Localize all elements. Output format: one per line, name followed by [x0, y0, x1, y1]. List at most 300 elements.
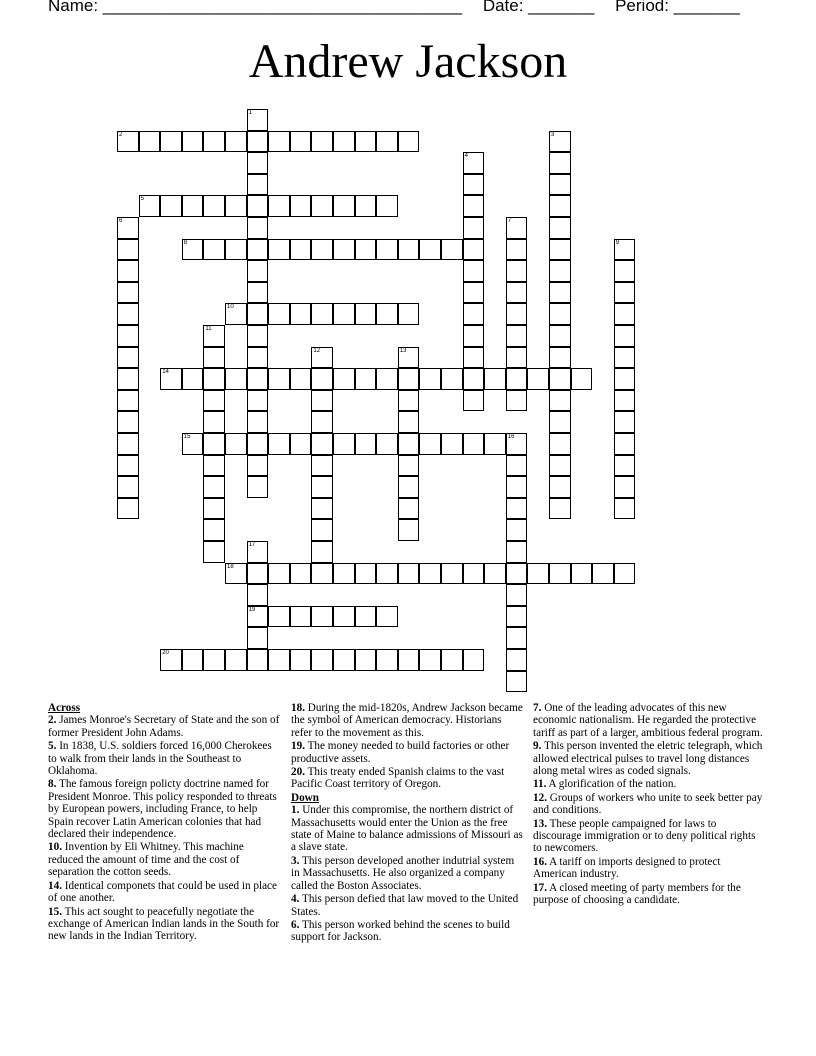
grid-cell[interactable] [398, 239, 420, 261]
grid-cell[interactable] [311, 303, 333, 325]
grid-cell[interactable] [571, 563, 593, 585]
clue-number: 10 [227, 304, 234, 311]
clue-number-label: 12. [533, 791, 547, 804]
grid-cell[interactable] [117, 368, 139, 390]
grid-cell[interactable] [290, 239, 312, 261]
grid-cell[interactable] [268, 239, 290, 261]
grid-cell[interactable] [333, 239, 355, 261]
grid-cell[interactable] [614, 260, 636, 282]
grid-cell[interactable] [398, 519, 420, 541]
grid-cell[interactable] [333, 606, 355, 628]
grid-cell[interactable] [419, 433, 441, 455]
grid-cell[interactable] [398, 433, 420, 455]
clue-number: 5 [140, 196, 144, 203]
grid-cell[interactable] [290, 303, 312, 325]
grid-cell[interactable] [549, 433, 571, 455]
grid-cell[interactable] [203, 541, 225, 563]
grid-cell[interactable] [268, 606, 290, 628]
clue-number: 6 [119, 218, 123, 224]
grid-cell[interactable] [376, 239, 398, 261]
grid-cell[interactable] [506, 476, 528, 498]
grid-cell[interactable] [117, 411, 139, 433]
grid-cell[interactable] [506, 455, 528, 477]
grid-cell[interactable] [376, 368, 398, 390]
grid-cell[interactable] [225, 649, 247, 671]
grid-cell[interactable] [139, 195, 161, 217]
grid-cell[interactable] [549, 325, 571, 347]
grid-cell[interactable] [549, 131, 571, 153]
grid-cell[interactable] [247, 260, 269, 282]
grid-cell[interactable] [117, 390, 139, 412]
grid-cell[interactable] [463, 368, 485, 390]
grid-cell[interactable] [549, 390, 571, 412]
clue-number: 18 [227, 563, 234, 570]
grid-cell[interactable] [463, 152, 485, 174]
grid-cell[interactable] [506, 303, 528, 325]
grid-cell[interactable] [117, 131, 139, 153]
grid-cell[interactable] [614, 282, 636, 304]
grid-cell[interactable] [441, 368, 463, 390]
grid-cell[interactable] [506, 260, 528, 282]
grid-cell[interactable] [117, 498, 139, 520]
grid-cell[interactable] [333, 195, 355, 217]
grid-cell[interactable] [247, 455, 269, 477]
grid-cell[interactable] [549, 347, 571, 369]
grid-cell[interactable] [506, 347, 528, 369]
clue-number-label: 11. [533, 778, 547, 791]
clue-number: 1 [248, 110, 252, 116]
grid-cell[interactable] [247, 368, 269, 390]
grid-cell[interactable] [549, 195, 571, 217]
grid-cell[interactable] [506, 627, 528, 649]
grid-cell[interactable] [398, 498, 420, 520]
grid-cell[interactable] [117, 347, 139, 369]
grid-cell[interactable] [311, 498, 333, 520]
down-heading: Down [291, 791, 319, 804]
grid-cell[interactable] [549, 563, 571, 585]
clue-number-label: 2. [48, 714, 57, 727]
grid-cell[interactable] [117, 325, 139, 347]
grid-cell[interactable] [225, 239, 247, 261]
grid-cell[interactable] [355, 239, 377, 261]
grid-cell[interactable] [398, 563, 420, 585]
grid-cell[interactable] [268, 303, 290, 325]
grid-cell[interactable] [506, 239, 528, 261]
grid-cell[interactable] [463, 217, 485, 239]
grid-cell[interactable] [484, 433, 506, 455]
across-clue [48, 880, 282, 905]
grid-cell[interactable] [225, 433, 247, 455]
grid-cell[interactable] [311, 606, 333, 628]
clue-text: A glorification of the nation. [546, 778, 677, 791]
grid-cell[interactable] [355, 368, 377, 390]
grid-cell[interactable] [290, 606, 312, 628]
grid-cell[interactable] [247, 325, 269, 347]
clue-number-label: 5. [48, 740, 57, 753]
grid-cell[interactable] [311, 368, 333, 390]
grid-cell[interactable] [311, 649, 333, 671]
grid-cell[interactable] [463, 649, 485, 671]
grid-cell[interactable] [419, 649, 441, 671]
grid-cell[interactable] [247, 217, 269, 239]
grid-cell[interactable] [247, 174, 269, 196]
grid-cell[interactable] [203, 476, 225, 498]
grid-cell[interactable] [441, 239, 463, 261]
grid-cell[interactable] [203, 347, 225, 369]
grid-cell[interactable] [549, 476, 571, 498]
grid-cell[interactable] [247, 239, 269, 261]
grid-cell[interactable] [290, 433, 312, 455]
grid-cell[interactable] [549, 217, 571, 239]
grid-cell[interactable] [463, 325, 485, 347]
grid-cell[interactable] [419, 239, 441, 261]
clue-number: 8 [183, 239, 188, 246]
clue-number: 15 [183, 434, 191, 440]
grid-cell[interactable] [203, 433, 225, 455]
grid-cell[interactable] [203, 390, 225, 412]
grid-cell[interactable] [203, 498, 225, 520]
grid-cell[interactable] [506, 541, 528, 563]
grid-cell[interactable] [311, 519, 333, 541]
grid-cell[interactable] [549, 411, 571, 433]
grid-cell[interactable] [549, 152, 571, 174]
grid-cell[interactable] [117, 303, 139, 325]
grid-cell[interactable] [506, 325, 528, 347]
grid-cell[interactable] [506, 282, 528, 304]
grid-cell[interactable] [247, 109, 269, 131]
grid-cell[interactable] [398, 368, 420, 390]
grid-cell[interactable] [549, 174, 571, 196]
grid-cell[interactable] [355, 563, 377, 585]
grid-cell[interactable] [506, 390, 528, 412]
grid-cell[interactable] [376, 649, 398, 671]
grid-cell[interactable] [247, 131, 269, 153]
grid-cell[interactable] [268, 131, 290, 153]
grid-cell[interactable] [182, 649, 204, 671]
grid-cell[interactable] [614, 368, 636, 390]
grid-cell[interactable] [614, 476, 636, 498]
grid-cell[interactable] [333, 303, 355, 325]
down-clue-list-cont [533, 702, 765, 907]
grid-cell[interactable] [398, 131, 420, 153]
date-field[interactable]: Date: _______ [482, 0, 595, 15]
grid-cell[interactable] [290, 131, 312, 153]
clue-number: 12 [313, 347, 321, 354]
clue-text: This person invented the eletric telegraph, which allowed electrical pulses to travel long distances along metal wires as coded signals. [533, 740, 763, 778]
clue-number: 4 [464, 153, 468, 160]
grid-cell[interactable] [225, 131, 247, 153]
grid-cell[interactable] [225, 563, 247, 585]
clue-number-label: 3. [291, 854, 300, 867]
clue-number: 11 [205, 326, 212, 332]
grid-cell[interactable] [506, 671, 528, 693]
grid-cell[interactable] [463, 347, 485, 369]
grid-cell[interactable] [463, 303, 485, 325]
grid-cell[interactable] [506, 584, 528, 606]
grid-cell[interactable] [247, 303, 269, 325]
grid-cell[interactable] [247, 584, 269, 606]
grid-cell[interactable] [311, 563, 333, 585]
grid-cell[interactable] [441, 649, 463, 671]
grid-cell[interactable] [571, 368, 593, 390]
grid-cell[interactable] [614, 433, 636, 455]
grid-cell[interactable] [225, 195, 247, 217]
grid-cell[interactable] [247, 541, 269, 563]
grid-cell[interactable] [398, 476, 420, 498]
grid-cell[interactable] [203, 368, 225, 390]
across-clue [48, 841, 282, 878]
grid-cell[interactable] [549, 455, 571, 477]
grid-cell[interactable] [506, 649, 528, 671]
grid-cell[interactable] [182, 368, 204, 390]
across-clue [291, 702, 523, 739]
grid-cell[interactable] [182, 239, 204, 261]
clue-text: The famous foreign policty doctrine named for President Monroe. This policy responded to threats by European powers, including France, to help Spain recover Latin American colonies that had declared their independence. [48, 778, 277, 841]
grid-cell[interactable] [182, 433, 204, 455]
grid-cell[interactable] [247, 433, 269, 455]
grid-cell[interactable] [203, 455, 225, 477]
grid-cell[interactable] [355, 195, 377, 217]
across-clue-list-cont [291, 702, 523, 791]
across-heading: Across [48, 702, 81, 714]
grid-cell[interactable] [398, 390, 420, 412]
grid-cell[interactable] [182, 131, 204, 153]
grid-cell[interactable] [398, 303, 420, 325]
clue-number-label: 8. [48, 778, 57, 791]
grid-cell[interactable] [419, 563, 441, 585]
grid-cell[interactable] [527, 563, 549, 585]
grid-cell[interactable] [398, 411, 420, 433]
grid-cell[interactable] [203, 649, 225, 671]
grid-cell[interactable] [311, 347, 333, 369]
grid-cell[interactable] [463, 390, 485, 412]
grid-cell[interactable] [463, 563, 485, 585]
grid-cell[interactable] [614, 411, 636, 433]
grid-cell[interactable] [463, 282, 485, 304]
clue-text: This act sought to peacefully negotiate the exchange of American Indian lands in the South for new lands in the Indian Territory. [48, 905, 280, 943]
grid-cell[interactable] [506, 368, 528, 390]
grid-cell[interactable] [549, 303, 571, 325]
grid-cell[interactable] [203, 239, 225, 261]
grid-cell[interactable] [614, 390, 636, 412]
grid-cell[interactable] [117, 455, 139, 477]
grid-cell[interactable] [117, 476, 139, 498]
period-field[interactable]: Period: _______ [615, 0, 740, 15]
clue-text: One of the leading advocates of this new economic nationalism. He regarded the protective tariff as part of a larger, ambitious federal program. [533, 702, 763, 739]
grid-cell[interactable] [355, 131, 377, 153]
down-clue [533, 740, 765, 777]
grid-cell[interactable] [506, 217, 528, 239]
grid-cell[interactable] [311, 411, 333, 433]
grid-cell[interactable] [247, 563, 269, 585]
grid-cell[interactable] [247, 152, 269, 174]
grid-cell[interactable] [376, 131, 398, 153]
clues-column-3 [533, 702, 765, 908]
grid-cell[interactable] [311, 195, 333, 217]
grid-cell[interactable] [355, 303, 377, 325]
grid-cell[interactable] [484, 368, 506, 390]
grid-cell[interactable] [398, 455, 420, 477]
grid-cell[interactable] [247, 195, 269, 217]
grid-cell[interactable] [268, 433, 290, 455]
clue-number: 16 [507, 434, 515, 440]
grid-cell[interactable] [614, 455, 636, 477]
grid-cell[interactable] [247, 649, 269, 671]
clue-number: 13 [399, 347, 407, 354]
grid-cell[interactable] [311, 239, 333, 261]
grid-cell[interactable] [290, 195, 312, 217]
grid-cell[interactable] [117, 433, 139, 455]
grid-cell[interactable] [247, 411, 269, 433]
grid-cell[interactable] [506, 519, 528, 541]
grid-cell[interactable] [117, 282, 139, 304]
clue-text: These people campaigned for laws to discourage immigration or to deny political rights to newcomers. [533, 817, 756, 855]
clue-number-label: 4. [291, 893, 300, 906]
clue-text: Under this compromise, the northern district of Massachusetts would enter the Union as the free state of Maine to balance admissions of Missouri as a slave state. [291, 804, 523, 854]
grid-cell[interactable] [117, 217, 139, 239]
grid-cell[interactable] [441, 433, 463, 455]
down-clue [533, 882, 765, 907]
clue-number-label: 6. [291, 918, 300, 931]
grid-cell[interactable] [398, 347, 420, 369]
grid-cell[interactable] [268, 368, 290, 390]
grid-cell[interactable] [225, 368, 247, 390]
grid-cell[interactable] [225, 303, 247, 325]
grid-cell[interactable] [614, 563, 636, 585]
grid-cell[interactable] [268, 195, 290, 217]
grid-cell[interactable] [203, 519, 225, 541]
grid-cell[interactable] [117, 260, 139, 282]
grid-cell[interactable] [355, 433, 377, 455]
grid-cell[interactable] [614, 325, 636, 347]
grid-cell[interactable] [311, 476, 333, 498]
grid-cell[interactable] [506, 563, 528, 585]
grid-cell[interactable] [311, 390, 333, 412]
grid-cell[interactable] [614, 347, 636, 369]
clue-number-label: 7. [533, 702, 542, 714]
down-clue [533, 792, 765, 817]
grid-cell[interactable] [376, 606, 398, 628]
grid-cell[interactable] [247, 390, 269, 412]
clue-text: Identical componets that could be used in place of one another. [48, 879, 277, 905]
grid-cell[interactable] [549, 368, 571, 390]
down-clue-list [291, 804, 523, 943]
grid-cell[interactable] [311, 433, 333, 455]
clue-text: A tariff on imports designed to protect American industry. [533, 855, 721, 881]
grid-cell[interactable] [592, 563, 614, 585]
grid-cell[interactable] [182, 195, 204, 217]
grid-cell[interactable] [203, 195, 225, 217]
grid-cell[interactable] [463, 433, 485, 455]
grid-cell[interactable] [506, 433, 528, 455]
grid-cell[interactable] [549, 282, 571, 304]
grid-cell[interactable] [333, 649, 355, 671]
grid-cell[interactable] [419, 368, 441, 390]
grid-cell[interactable] [160, 131, 182, 153]
grid-cell[interactable] [203, 411, 225, 433]
grid-cell[interactable] [463, 260, 485, 282]
grid-cell[interactable] [549, 498, 571, 520]
grid-cell[interactable] [463, 174, 485, 196]
grid-cell[interactable] [160, 368, 182, 390]
grid-cell[interactable] [268, 649, 290, 671]
grid-cell[interactable] [139, 131, 161, 153]
grid-cell[interactable] [463, 239, 485, 261]
grid-cell[interactable] [376, 195, 398, 217]
down-clue [291, 855, 523, 892]
grid-cell[interactable] [117, 239, 139, 261]
grid-cell[interactable] [203, 325, 225, 347]
clue-number-label: 20. [291, 766, 305, 779]
grid-cell[interactable] [506, 498, 528, 520]
clue-text: During the mid-1820s, Andrew Jackson became the symbol of American democracy. Historians refer to the movement as this. [291, 702, 523, 739]
grid-cell[interactable] [376, 303, 398, 325]
grid-cell[interactable] [247, 606, 269, 628]
grid-cell[interactable] [549, 260, 571, 282]
grid-cell[interactable] [463, 195, 485, 217]
grid-cell[interactable] [333, 368, 355, 390]
grid-cell[interactable] [268, 563, 290, 585]
across-clue [48, 906, 282, 943]
grid-cell[interactable] [614, 303, 636, 325]
grid-cell[interactable] [441, 563, 463, 585]
grid-cell[interactable] [484, 563, 506, 585]
grid-cell[interactable] [203, 131, 225, 153]
clue-number: 3 [551, 131, 555, 138]
grid-cell[interactable] [311, 131, 333, 153]
clue-number-label: 18. [291, 702, 305, 714]
clue-text: This person worked behind the scenes to build support for Jackson. [291, 918, 510, 944]
grid-cell[interactable] [614, 498, 636, 520]
grid-cell[interactable] [311, 455, 333, 477]
grid-cell[interactable] [506, 606, 528, 628]
grid-cell[interactable] [549, 239, 571, 261]
grid-cell[interactable] [376, 563, 398, 585]
grid-cell[interactable] [333, 131, 355, 153]
clues-column-2 [291, 702, 523, 945]
grid-cell[interactable] [160, 649, 182, 671]
name-field[interactable]: Name: ______________________________________ [48, 0, 463, 15]
grid-cell[interactable] [290, 649, 312, 671]
grid-cell[interactable] [247, 476, 269, 498]
clue-number: 2 [119, 131, 123, 138]
grid-cell[interactable] [333, 433, 355, 455]
grid-cell[interactable] [355, 649, 377, 671]
clues-column-1 [48, 702, 282, 944]
clue-number: 20 [162, 650, 169, 656]
grid-cell[interactable] [311, 541, 333, 563]
grid-cell[interactable] [290, 368, 312, 390]
grid-cell[interactable] [247, 627, 269, 649]
clue-number-label: 13. [533, 817, 547, 830]
grid-cell[interactable] [527, 368, 549, 390]
clue-text: A closed meeting of party members for the purpose of choosing a candidate. [533, 881, 741, 907]
grid-cell[interactable] [614, 239, 636, 261]
grid-cell[interactable] [247, 282, 269, 304]
clue-text: Invention by Eli Whitney. This machine reduced the amount of time and the cost of separation the cotton seeds. [48, 841, 244, 879]
across-clue-list [48, 714, 282, 942]
grid-cell[interactable] [355, 606, 377, 628]
clue-text: This person developed another indutrial system in Massachusetts. He also organized a company called the Boston Associates. [291, 854, 515, 892]
clue-text: In 1838, U.S. soldiers forced 16,000 Cherokees to walk from their lands in the Southeast to Oklahoma. [48, 740, 272, 778]
grid-cell[interactable] [290, 563, 312, 585]
grid-cell[interactable] [247, 347, 269, 369]
clue-number-label: 16. [533, 855, 547, 868]
grid-cell[interactable] [398, 649, 420, 671]
grid-cell[interactable] [160, 195, 182, 217]
grid-cell[interactable] [376, 433, 398, 455]
grid-cell[interactable] [333, 563, 355, 585]
